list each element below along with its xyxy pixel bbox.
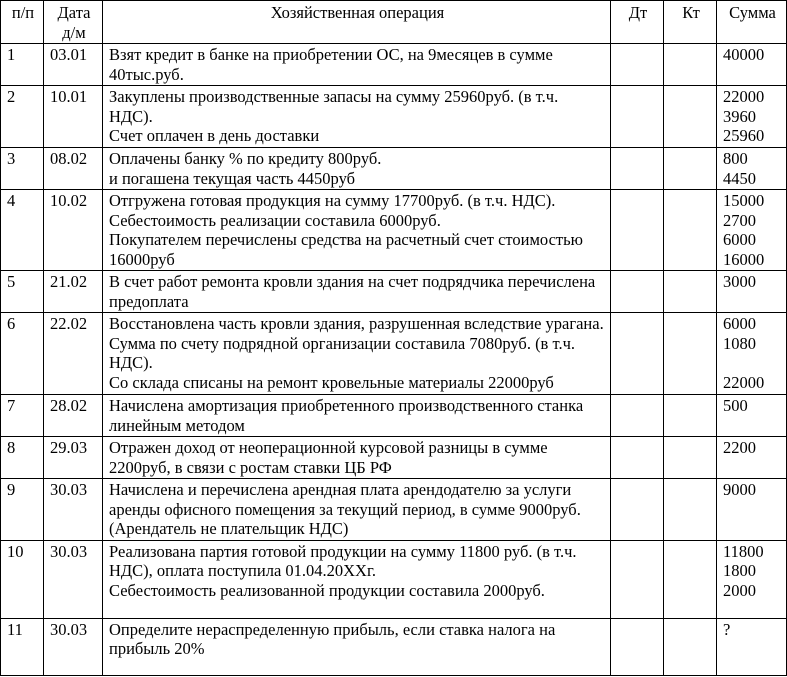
header-debit: Дт <box>611 1 664 44</box>
row-date: 28.02 <box>44 395 103 437</box>
table-row <box>1 395 787 437</box>
operation-line: Определите нераспределенную прибыль, если ставка налога на прибыль 20% <box>109 619 556 658</box>
amount-value: 22000 <box>723 372 765 392</box>
operation-line: В счет работ ремонта кровли здания на счет подрядчика перечислена предоплата <box>109 272 596 311</box>
amount-value: 11800 <box>723 541 764 561</box>
operation-line: Себестоимость реализации составила 6000руб. <box>109 210 441 230</box>
row-debit <box>611 271 664 313</box>
table-row <box>1 148 787 190</box>
header-credit: Кт <box>664 1 717 44</box>
operation-line: Реализована партия готовой продукции на сумму 11800 руб. (в т.ч. НДС), оплата поступила 01.04.20ХХг. <box>109 541 577 580</box>
amount-spacer <box>723 353 782 373</box>
row-operation <box>103 437 611 479</box>
row-date: 22.02 <box>44 313 103 395</box>
row-operation <box>103 395 611 437</box>
operation-line: Счет оплачен в день доставки <box>109 126 320 145</box>
amount-value: 4450 <box>723 168 756 188</box>
row-amount <box>717 437 787 479</box>
header-num: п/п <box>1 1 44 44</box>
row-credit <box>664 313 717 395</box>
row-number: 6 <box>1 313 44 395</box>
row-amount <box>717 395 787 437</box>
row-credit <box>664 618 717 675</box>
row-debit <box>611 395 664 437</box>
row-operation <box>103 618 611 675</box>
header-date: Дата д/м <box>44 1 103 44</box>
row-date: 30.03 <box>44 540 103 618</box>
row-number: 11 <box>1 618 44 675</box>
operation-line: Себестоимость реализованной продукции составила 2000руб. <box>109 580 545 600</box>
row-operation <box>103 86 611 148</box>
amount-value: 16000 <box>723 249 765 269</box>
table-row <box>1 437 787 479</box>
table-row <box>1 44 787 86</box>
operation-line: Отгружена готовая продукция на сумму 17700руб. (в т.ч. НДС). <box>109 191 556 210</box>
row-amount <box>717 44 787 86</box>
operation-line: Оплачены банку % по кредиту 800руб. <box>109 149 382 168</box>
row-credit <box>664 86 717 148</box>
row-debit <box>611 437 664 479</box>
row-amount <box>717 148 787 190</box>
amount-value: 2200 <box>723 438 756 457</box>
amount-value: 2700 <box>723 210 756 230</box>
row-amount <box>717 86 787 148</box>
row-number: 5 <box>1 271 44 313</box>
row-number: 2 <box>1 86 44 148</box>
row-credit <box>664 148 717 190</box>
amount-value: 500 <box>723 396 748 415</box>
row-date: 10.02 <box>44 190 103 271</box>
row-operation <box>103 190 611 271</box>
amount-value: 40000 <box>723 45 765 64</box>
operation-line: Отражен доход от неоперационной курсовой разницы в сумме 2200руб, в связи с ростам ставки ЦБ РФ <box>109 438 548 477</box>
amount-value: 800 <box>723 149 748 168</box>
table-row <box>1 190 787 271</box>
row-debit <box>611 148 664 190</box>
amount-value: 25960 <box>723 126 765 145</box>
row-credit <box>664 479 717 541</box>
row-amount <box>717 190 787 271</box>
amount-value: 22000 <box>723 87 765 106</box>
row-credit <box>664 437 717 479</box>
row-date: 03.01 <box>44 44 103 86</box>
row-operation <box>103 540 611 618</box>
header-operation: Хозяйственная операция <box>103 1 611 44</box>
amount-value: 6000 <box>723 314 756 333</box>
operation-line: Начислена амортизация приобретенного производственного станка линейным методом <box>109 396 584 435</box>
row-number: 1 <box>1 44 44 86</box>
row-operation <box>103 148 611 190</box>
amount-value: 2000 <box>723 580 756 600</box>
row-credit <box>664 540 717 618</box>
row-debit <box>611 540 664 618</box>
operation-line: Восстановлена часть кровли здания, разрушенная вследствие урагана. Сумма по счету подрядной организации составила 7080руб. (в т.ч. НДС). <box>109 314 604 372</box>
row-date: 30.03 <box>44 618 103 675</box>
ledger-body <box>1 44 787 676</box>
row-operation <box>103 313 611 395</box>
row-debit <box>611 313 664 395</box>
amount-value: 6000 <box>723 230 756 249</box>
amount-value: 3000 <box>723 272 756 291</box>
row-debit <box>611 190 664 271</box>
table-row <box>1 479 787 541</box>
row-date: 29.03 <box>44 437 103 479</box>
header-row <box>1 1 787 44</box>
row-credit <box>664 190 717 271</box>
operation-line: Взят кредит в банке на приобретении ОС, на 9месяцев в сумме 40тыс.руб. <box>109 45 553 84</box>
row-operation <box>103 44 611 86</box>
operation-line: Покупателем перечислены средства на расчетный счет стоимостью 16000руб <box>109 230 583 269</box>
amount-value: 1800 <box>723 561 756 580</box>
row-date: 21.02 <box>44 271 103 313</box>
row-amount <box>717 313 787 395</box>
operation-line: Со склада списаны на ремонт кровельные материалы 22000руб <box>109 372 554 392</box>
amount-value: 15000 <box>723 191 765 210</box>
row-number: 9 <box>1 479 44 541</box>
table-row <box>1 86 787 148</box>
amount-value: 9000 <box>723 480 756 499</box>
row-credit <box>664 395 717 437</box>
row-number: 8 <box>1 437 44 479</box>
table-row <box>1 271 787 313</box>
amount-value: ? <box>723 619 731 639</box>
row-amount <box>717 479 787 541</box>
operation-line: Начислена и перечислена арендная плата арендодателю за услуги аренды офисного помещения за текущий период, в сумме 9000руб. (Арендатель не плательщик НДС) <box>109 480 581 538</box>
table-row <box>1 313 787 395</box>
row-debit <box>611 86 664 148</box>
row-amount <box>717 540 787 618</box>
row-number: 3 <box>1 148 44 190</box>
row-operation <box>103 271 611 313</box>
table-row <box>1 618 787 675</box>
row-number: 10 <box>1 540 44 618</box>
header-amount: Сумма <box>717 1 787 44</box>
row-operation <box>103 479 611 541</box>
row-date: 08.02 <box>44 148 103 190</box>
row-debit <box>611 479 664 541</box>
row-credit <box>664 271 717 313</box>
row-amount <box>717 618 787 675</box>
row-amount <box>717 271 787 313</box>
row-debit <box>611 618 664 675</box>
row-debit <box>611 44 664 86</box>
row-credit <box>664 44 717 86</box>
operation-line: и погашена текущая часть 4450руб <box>109 168 356 188</box>
table-row <box>1 540 787 618</box>
operation-line: Закуплены производственные запасы на сумму 25960руб. (в т.ч. НДС). <box>109 87 559 126</box>
row-date: 10.01 <box>44 86 103 148</box>
amount-value: 1080 <box>723 333 756 353</box>
amount-value: 3960 <box>723 106 756 126</box>
row-number: 4 <box>1 190 44 271</box>
row-number: 7 <box>1 395 44 437</box>
row-date: 30.03 <box>44 479 103 541</box>
